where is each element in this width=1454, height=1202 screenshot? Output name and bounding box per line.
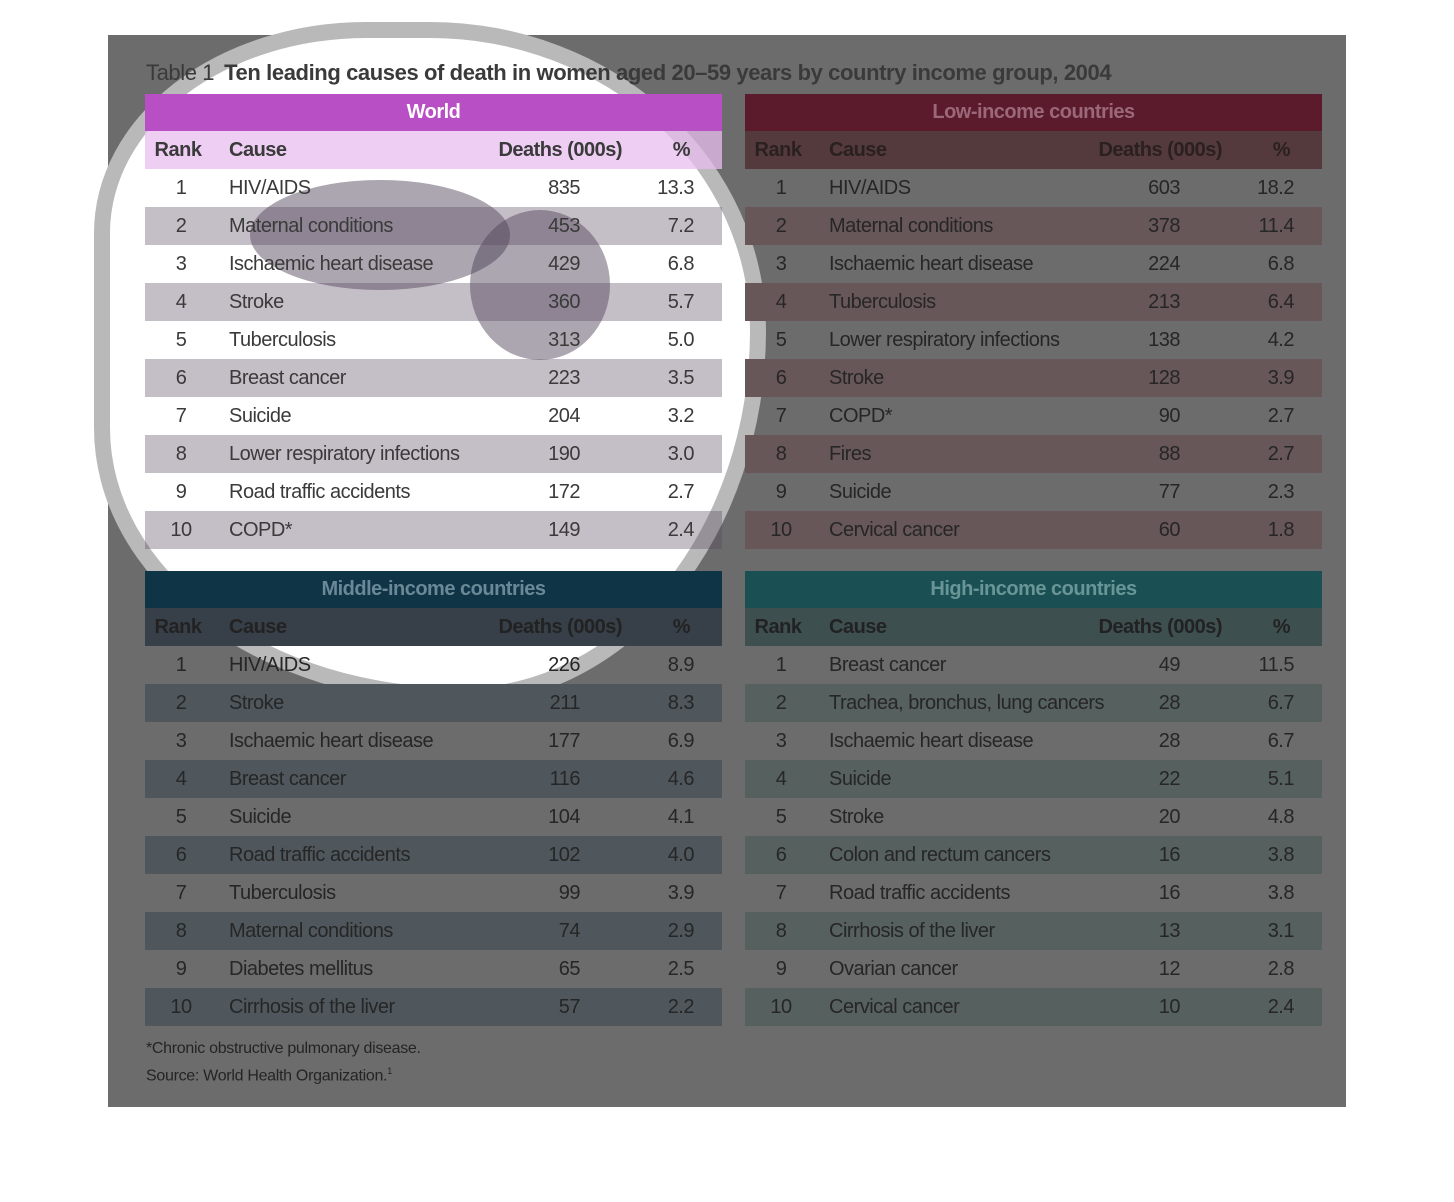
cause-cell: HIV/AIDS	[829, 177, 911, 199]
percent-cell: 4.0	[667, 844, 694, 866]
table-row	[745, 874, 1322, 912]
cause-cell: Tuberculosis	[229, 329, 336, 351]
percent-cell: 2.4	[667, 519, 694, 541]
deaths-cell: 138	[1148, 329, 1180, 351]
table-row	[745, 283, 1322, 321]
column-header-percent: %	[1272, 616, 1290, 638]
cause-cell: Ischaemic heart disease	[829, 730, 1034, 752]
cause-cell: Stroke	[229, 291, 284, 313]
table-row	[145, 798, 722, 836]
panel-middle-income	[145, 571, 722, 1026]
cause-cell: Cirrhosis of the liver	[829, 920, 995, 942]
table-row	[145, 321, 722, 359]
rank-cell: 9	[175, 481, 187, 503]
panel-low-income	[745, 94, 1322, 549]
deaths-cell: 177	[548, 730, 580, 752]
rank-cell: 3	[775, 253, 787, 275]
rank-cell: 8	[175, 443, 187, 465]
cause-cell: Lower respiratory infections	[829, 329, 1060, 351]
table-row	[745, 912, 1322, 950]
deaths-cell: 360	[548, 291, 580, 313]
rank-cell: 6	[175, 367, 187, 389]
percent-cell: 1.8	[1267, 519, 1294, 541]
deaths-cell: 65	[558, 958, 580, 980]
percent-cell: 3.9	[667, 882, 694, 904]
cause-cell: Suicide	[829, 481, 892, 503]
rank-cell: 10	[770, 996, 792, 1018]
column-header-deaths: Deaths (000s)	[1098, 616, 1222, 638]
table-row	[745, 245, 1322, 283]
rank-cell: 5	[775, 806, 787, 828]
table-row	[745, 646, 1322, 684]
column-header-cause: Cause	[829, 139, 887, 161]
rank-cell: 7	[775, 405, 787, 427]
percent-cell: 8.3	[667, 692, 694, 714]
cause-cell: Stroke	[229, 692, 284, 714]
panel-title: World	[145, 94, 722, 131]
deaths-cell: 57	[558, 996, 580, 1018]
deaths-cell: 104	[548, 806, 580, 828]
table-row	[745, 435, 1322, 473]
column-headers	[145, 608, 722, 646]
deaths-cell: 213	[1148, 291, 1180, 313]
column-headers	[145, 131, 722, 169]
cause-cell: Cervical cancer	[829, 996, 960, 1018]
column-headers	[745, 608, 1322, 646]
rank-cell: 5	[175, 806, 187, 828]
percent-cell: 2.2	[667, 996, 694, 1018]
cause-cell: Cirrhosis of the liver	[229, 996, 395, 1018]
deaths-cell: 128	[1148, 367, 1180, 389]
cause-cell: Road traffic accidents	[229, 844, 410, 866]
rank-cell: 1	[775, 177, 787, 199]
rank-cell: 4	[775, 768, 787, 790]
cause-cell: Breast cancer	[229, 367, 346, 389]
cause-cell: Road traffic accidents	[829, 882, 1010, 904]
rank-cell: 4	[175, 291, 187, 313]
percent-cell: 6.9	[667, 730, 694, 752]
footnote-source	[146, 1060, 421, 1087]
deaths-cell: 211	[549, 692, 580, 714]
cause-cell: Stroke	[829, 367, 884, 389]
cause-cell: Suicide	[229, 806, 292, 828]
deaths-cell: 603	[1148, 177, 1180, 199]
percent-cell: 6.8	[667, 253, 694, 275]
table-row	[145, 169, 722, 207]
rank-cell: 1	[175, 177, 187, 199]
rank-cell: 3	[775, 730, 787, 752]
deaths-cell: 102	[548, 844, 580, 866]
rank-cell: 9	[775, 958, 787, 980]
table-caption: Ten leading causes of death in women aged 20–59 years by country income group, 2004	[224, 60, 1112, 85]
percent-cell: 5.0	[667, 329, 694, 351]
source-text: Source: World Health Organization.	[146, 1067, 388, 1085]
percent-cell: 3.2	[667, 405, 694, 427]
cause-cell: Suicide	[829, 768, 892, 790]
deaths-cell: 22	[1158, 768, 1180, 790]
column-header-rank: Rank	[754, 616, 802, 638]
rank-cell: 10	[170, 996, 192, 1018]
rank-cell: 2	[775, 692, 787, 714]
deaths-cell: 88	[1158, 443, 1180, 465]
table-row	[145, 950, 722, 988]
percent-cell: 5.7	[667, 291, 694, 313]
column-header-cause: Cause	[229, 139, 287, 161]
rank-cell: 10	[170, 519, 192, 541]
percent-cell: 6.7	[1267, 692, 1294, 714]
deaths-cell: 16	[1158, 882, 1180, 904]
percent-cell: 7.2	[667, 215, 694, 237]
cause-cell: Breast cancer	[229, 768, 346, 790]
table-row	[745, 169, 1322, 207]
table-row	[745, 359, 1322, 397]
deaths-cell: 99	[558, 882, 580, 904]
rank-cell: 6	[775, 367, 787, 389]
deaths-cell: 835	[548, 177, 580, 199]
cause-cell: Breast cancer	[829, 654, 946, 676]
cause-cell: Diabetes mellitus	[229, 958, 373, 980]
table-row	[745, 836, 1322, 874]
rank-cell: 7	[175, 882, 187, 904]
percent-cell: 4.1	[667, 806, 694, 828]
table-row	[145, 874, 722, 912]
deaths-cell: 172	[548, 481, 580, 503]
percent-cell: 2.7	[1267, 405, 1294, 427]
cause-cell: Ischaemic heart disease	[229, 730, 434, 752]
percent-cell: 5.1	[1267, 768, 1294, 790]
table-row	[745, 760, 1322, 798]
table-row	[145, 359, 722, 397]
table-row	[145, 397, 722, 435]
percent-cell: 3.8	[1267, 844, 1294, 866]
column-header-deaths: Deaths (000s)	[498, 139, 622, 161]
column-header-cause: Cause	[829, 616, 887, 638]
percent-cell: 4.6	[667, 768, 694, 790]
deaths-cell: 77	[1158, 481, 1180, 503]
cause-cell: COPD*	[829, 405, 893, 427]
cause-cell: Maternal conditions	[229, 215, 393, 237]
percent-cell: 4.8	[1267, 806, 1294, 828]
table-row	[745, 321, 1322, 359]
table-row	[145, 988, 722, 1026]
column-header-percent: %	[672, 139, 690, 161]
deaths-cell: 28	[1158, 730, 1180, 752]
cause-cell: Tuberculosis	[829, 291, 936, 313]
table-row	[145, 760, 722, 798]
panel-title: High-income countries	[745, 571, 1322, 608]
percent-cell: 6.4	[1267, 291, 1294, 313]
percent-cell: 13.3	[657, 177, 694, 199]
column-header-percent: %	[1272, 139, 1290, 161]
table-row	[145, 836, 722, 874]
cause-cell: COPD*	[229, 519, 293, 541]
column-headers	[745, 131, 1322, 169]
percent-cell: 2.5	[667, 958, 694, 980]
table-label: Table 1	[146, 60, 215, 85]
percent-cell: 11.4	[1258, 215, 1294, 237]
table-row	[145, 435, 722, 473]
deaths-cell: 429	[548, 253, 580, 275]
table-row	[745, 473, 1322, 511]
table-row	[745, 798, 1322, 836]
deaths-cell: 149	[548, 519, 580, 541]
cause-cell: Fires	[829, 443, 871, 465]
deaths-cell: 49	[1158, 654, 1180, 676]
rank-cell: 4	[775, 291, 787, 313]
cause-cell: Maternal conditions	[229, 920, 393, 942]
reference-mark: 1	[387, 1066, 392, 1076]
table-title	[146, 60, 1111, 86]
percent-cell: 2.7	[1267, 443, 1294, 465]
cause-cell: Maternal conditions	[829, 215, 993, 237]
cause-cell: Trachea, bronchus, lung cancers	[829, 692, 1105, 714]
percent-cell: 2.9	[667, 920, 694, 942]
column-header-deaths: Deaths (000s)	[498, 616, 622, 638]
table-row	[145, 245, 722, 283]
percent-cell: 8.9	[667, 654, 694, 676]
deaths-cell: 226	[548, 654, 580, 676]
rank-cell: 8	[775, 920, 787, 942]
table-row	[145, 684, 722, 722]
column-header-deaths: Deaths (000s)	[1098, 139, 1222, 161]
deaths-cell: 224	[1148, 253, 1180, 275]
table-row	[145, 283, 722, 321]
rank-cell: 6	[775, 844, 787, 866]
rank-cell: 3	[175, 730, 187, 752]
rank-cell: 7	[775, 882, 787, 904]
cause-cell: Ischaemic heart disease	[829, 253, 1034, 275]
table-row	[145, 912, 722, 950]
percent-cell: 3.9	[1267, 367, 1294, 389]
rank-cell: 6	[175, 844, 187, 866]
deaths-cell: 90	[1158, 405, 1180, 427]
cause-cell: Cervical cancer	[829, 519, 960, 541]
table-row	[145, 511, 722, 549]
rank-cell: 8	[775, 443, 787, 465]
percent-cell: 2.4	[1267, 996, 1294, 1018]
table-row	[745, 684, 1322, 722]
deaths-cell: 74	[558, 920, 580, 942]
rank-cell: 9	[175, 958, 187, 980]
column-header-rank: Rank	[154, 139, 202, 161]
rank-cell: 5	[175, 329, 187, 351]
cause-cell: HIV/AIDS	[229, 654, 311, 676]
deaths-cell: 20	[1158, 806, 1180, 828]
column-header-rank: Rank	[754, 139, 802, 161]
rank-cell: 1	[175, 654, 187, 676]
rank-cell: 2	[775, 215, 787, 237]
rank-cell: 4	[175, 768, 187, 790]
deaths-cell: 10	[1158, 996, 1180, 1018]
deaths-cell: 190	[548, 443, 580, 465]
cause-cell: Ischaemic heart disease	[229, 253, 434, 275]
percent-cell: 3.8	[1267, 882, 1294, 904]
percent-cell: 3.1	[1267, 920, 1294, 942]
rank-cell: 3	[175, 253, 187, 275]
deaths-cell: 378	[1148, 215, 1180, 237]
rank-cell: 2	[175, 692, 187, 714]
deaths-cell: 204	[548, 405, 580, 427]
table-row	[145, 207, 722, 245]
cause-cell: Lower respiratory infections	[229, 443, 460, 465]
table-row	[745, 397, 1322, 435]
deaths-cell: 16	[1158, 844, 1180, 866]
cause-cell: Road traffic accidents	[229, 481, 410, 503]
percent-cell: 3.5	[667, 367, 694, 389]
table-row	[145, 473, 722, 511]
table-row	[145, 646, 722, 684]
table-row	[745, 511, 1322, 549]
cause-cell: Suicide	[229, 405, 292, 427]
cause-cell: Tuberculosis	[229, 882, 336, 904]
percent-cell: 3.0	[667, 443, 694, 465]
percent-cell: 6.8	[1267, 253, 1294, 275]
cause-cell: Colon and rectum cancers	[829, 844, 1051, 866]
deaths-cell: 13	[1158, 920, 1180, 942]
percent-cell: 18.2	[1257, 177, 1294, 199]
deaths-cell: 28	[1158, 692, 1180, 714]
percent-cell: 6.7	[1267, 730, 1294, 752]
deaths-cell: 60	[1158, 519, 1180, 541]
panel-high-income	[745, 571, 1322, 1026]
percent-cell: 2.8	[1267, 958, 1294, 980]
rank-cell: 10	[770, 519, 792, 541]
rank-cell: 7	[175, 405, 187, 427]
column-header-rank: Rank	[154, 616, 202, 638]
table-row	[745, 950, 1322, 988]
table-row	[745, 988, 1322, 1026]
column-header-percent: %	[672, 616, 690, 638]
table-row	[145, 722, 722, 760]
cause-cell: HIV/AIDS	[229, 177, 311, 199]
cause-cell: Ovarian cancer	[829, 958, 958, 980]
percent-cell: 2.3	[1267, 481, 1294, 503]
deaths-cell: 453	[548, 215, 580, 237]
deaths-cell: 116	[549, 768, 580, 790]
deaths-cell: 223	[548, 367, 580, 389]
rank-cell: 5	[775, 329, 787, 351]
percent-cell: 4.2	[1267, 329, 1294, 351]
percent-cell: 11.5	[1258, 654, 1294, 676]
panel-title: Middle-income countries	[145, 571, 722, 608]
footnote	[146, 1038, 421, 1087]
footnote-copd: *Chronic obstructive pulmonary disease.	[146, 1040, 421, 1057]
deaths-cell: 313	[548, 329, 580, 351]
rank-cell: 8	[175, 920, 187, 942]
cause-cell: Stroke	[829, 806, 884, 828]
rank-cell: 1	[775, 654, 787, 676]
panel-world	[145, 94, 722, 549]
column-header-cause: Cause	[229, 616, 287, 638]
table-row	[745, 722, 1322, 760]
rank-cell: 2	[175, 215, 187, 237]
panel-title: Low-income countries	[745, 94, 1322, 131]
deaths-cell: 12	[1158, 958, 1180, 980]
percent-cell: 2.7	[667, 481, 694, 503]
table-row	[745, 207, 1322, 245]
rank-cell: 9	[775, 481, 787, 503]
